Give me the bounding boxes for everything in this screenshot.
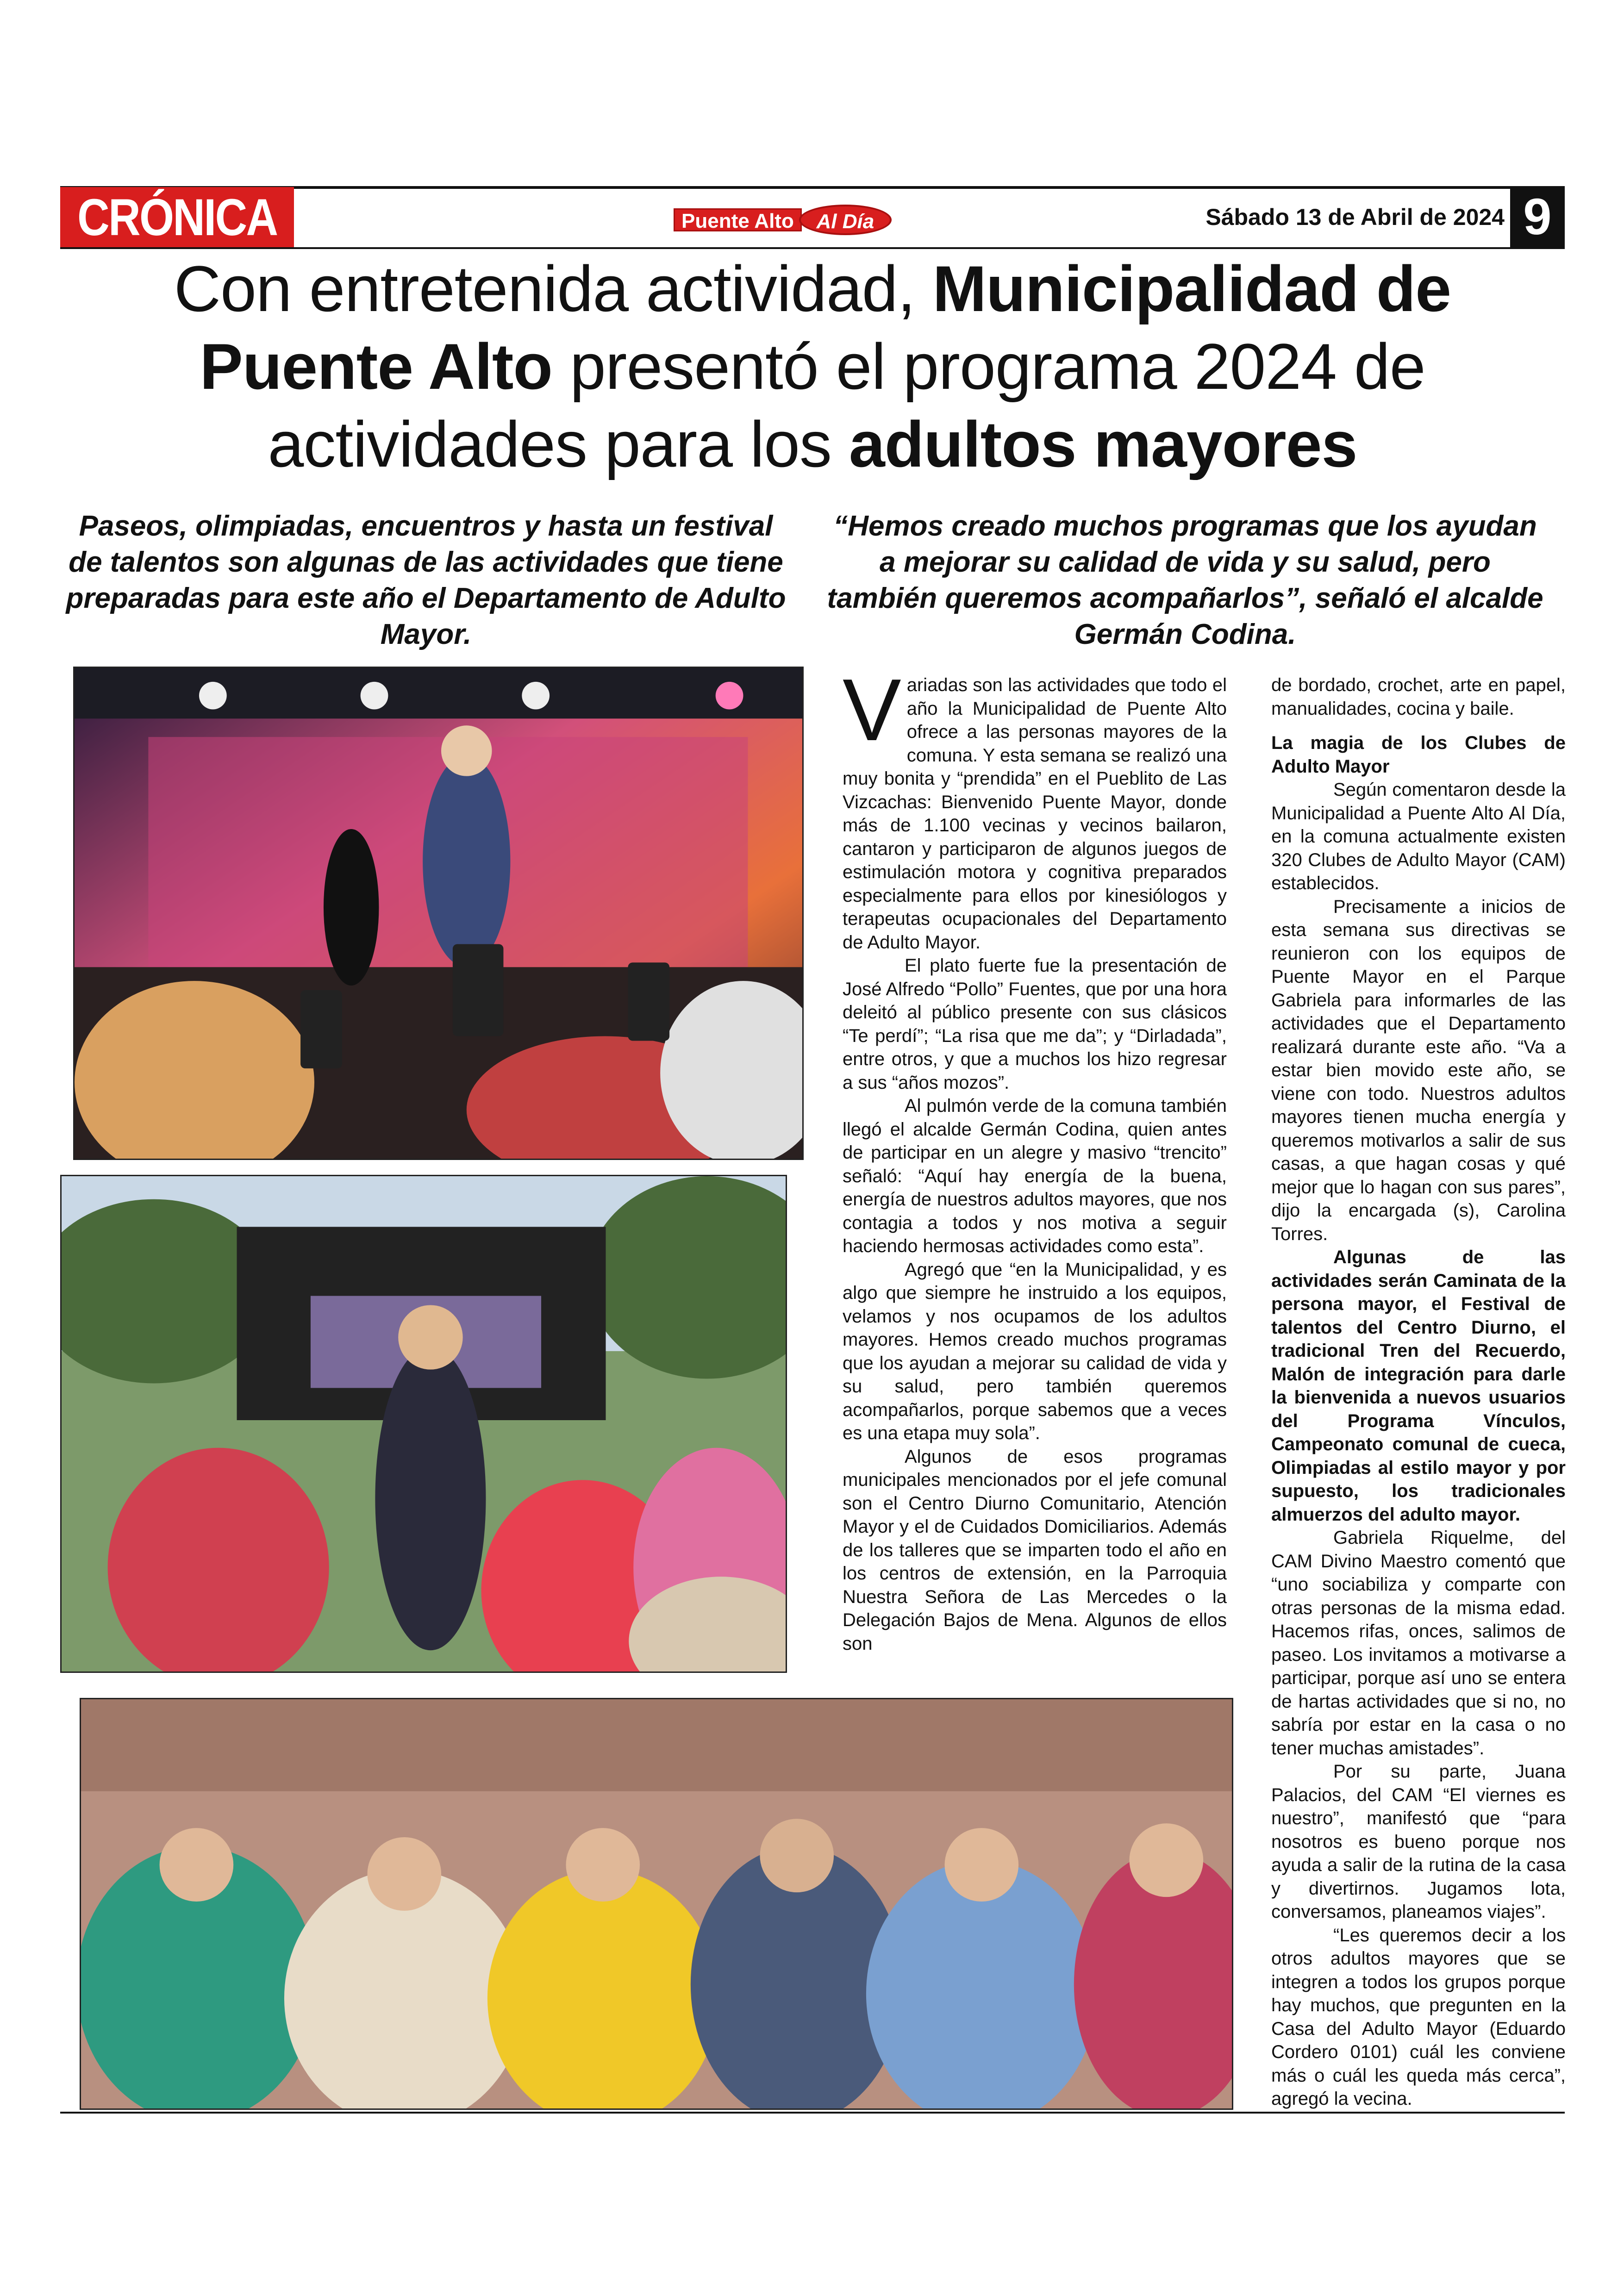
article-paragraph: Al pulmón verde de la comuna también llegó el alcalde Germán Codina, quien antes de participar en un alegre y masivo “trencito” señaló: “Aquí hay energía de la buena, energía de nuestros adultos mayores, que nos contagia a todos y nos motiva a seguir haciendo hermosas actividades como esta”. — [843, 1096, 1227, 1256]
article-paragraph: Por su parte, Juana Palacios, del CAM “El viernes es nuestro”, manifestó que “para nosotros es bueno porque nos ayuda a salir de la rutina de la casa y divertirnos. Jugamos lota, conversamos, planeamos viajes”. — [1271, 1761, 1566, 1922]
article-paragraph: El plato fuerte fue la presentación de José Alfredo “Pollo” Fuentes, que por una hora deleitó al público presente con sus clásicos “Te perdí”; “La risa que me da”; y “Dirladada”, entre otros, y que a muchos los hizo regresar a sus “años mozos”. — [843, 955, 1227, 1093]
section-label: CRÓNICA — [77, 188, 277, 246]
photo-mayor-dancing — [60, 1175, 787, 1673]
article-paragraph: Precisamente a inicios de esta semana sus directivas se reunieron con los equipos de Puente Mayor en el Parque Gabriela para informarles de las actividades que el Departamento realizará durante este año. “Va a estar bien movido este año, se viene con todo. Nuestros adultos mayores tienen mucha energía y queremos motivarlos a salir de sus casas, a que hagan cosas y qué mejor que lo hagan con sus pares”, dijo la encargada (s), Carolina Torres. — [1271, 896, 1566, 1244]
logo-text-oval: Al Día — [799, 205, 892, 235]
article-paragraph: de bordado, crochet, arte en papel, manualidades, cocina y baile. — [1271, 675, 1566, 719]
headline — [106, 250, 1518, 483]
article-paragraph-bold: Algunas de las actividades serán Caminata de la persona mayor, el Festival de talentos del Centro Diurno, el tradicional Tren del Recuerdo, Malón de integración para darle la bienvenida a nuevos usuarios del Programa Vínculos, Campeonato comunal de cueca, Olimpiadas al estilo mayor y por supuesto, los tradicionales almuerzos del adulto mayor. — [1271, 1247, 1566, 1525]
article-subhead: La magia de los Clubes de Adulto Mayor — [1271, 733, 1566, 777]
newspaper-logo — [674, 205, 961, 235]
photo-concert-stage — [73, 667, 804, 1160]
article-paragraph: Gabriela Riquelme, del CAM Divino Maestro comentó que “uno sociabiliza y comparte con otras personas de la misma edad. Hacemos rifas, onces, salimos de paseo. Los invitamos a motivarse a participar, porque así uno se entera de hartas actividades que si no, no sabría por estar en la casa o no tener muchas amistades”. — [1271, 1528, 1566, 1759]
photo-crowd — [80, 1698, 1233, 2110]
header-bottom-rule — [60, 247, 1565, 249]
headline-part-2: Municipalidad de Puente Alto — [200, 252, 1451, 403]
footer-rule — [60, 2112, 1565, 2114]
article-paragraph: Según comentaron desde la Municipalidad a Puente Alto Al Día, en la comuna actualmente existen 320 Clubes de Adulto Mayor (CAM) establecidos. — [1271, 780, 1566, 893]
article-paragraph: Algunos de esos programas municipales mencionados por el jefe comunal son el Centro Diurno Comunitario, Atención Mayor y el de Cuidados Domiciliarios. Además de los talleres que se imparten todo el año en los centros de extensión, en la Parroquia Nuestra Señora de Las Mercedes o la Delegación Bajos de Mena. Algunos de ellos son — [843, 1446, 1227, 1654]
article-column-1 — [843, 661, 1227, 1655]
deck-right: “Hemos creado muchos programas que los ayudan a mejorar su calidad de vida y su salud, pero también queremos acompañarlos”, señaló el alcalde Germán Codina. — [827, 510, 1543, 650]
article-paragraph: “Les queremos decir a los otros adultos mayores que se integren a todos los grupos porque hay muchos, que pregunten en la Casa del Adulto Mayor (Eduardo Cordero 0101) cuál les conviene más o cuál les queda más cerca”, agregó la vecina. — [1271, 1925, 1566, 2109]
dropcap: V — [843, 661, 901, 759]
article-column-2 — [1271, 674, 1566, 2111]
deck-left: Paseos, olimpiadas, encuentros y hasta un festival de talentos son algunas de las actividades que tiene preparadas para este año el Departamento de Adulto Mayor. — [66, 510, 786, 650]
headline-part-3: presentó el programa 2024 de actividades para los — [268, 330, 1425, 480]
page-number: 9 — [1510, 187, 1565, 247]
issue-date: Sábado 13 de Abril de 2024 — [1206, 204, 1505, 230]
logo-text-main: Puente Alto — [674, 208, 802, 231]
headline-part-4: adultos mayores — [849, 408, 1357, 480]
section-tag — [60, 187, 294, 247]
article-paragraph: Agregó que “en la Municipalidad, y es algo que siempre he instruido a los equipos, velamos y nos ocupamos de los adultos mayores. Hemos creado muchos programas que los ayudan a mejorar su calidad de vida y su salud, pero también queremos acompañarlos, porque sabemos que a veces es una etapa muy sola”. — [843, 1259, 1227, 1443]
headline-part-1: Con entretenida actividad, — [174, 252, 933, 325]
article-paragraph: Variadas son las actividades que todo el año la Municipalidad de Puente Alto ofrece a las personas mayores de la comuna. Y esta semana se realizó una muy bonita y “prendida” en el Pueblito de Las Vizcachas: Bienvenido Puente Mayor, donde más de 1.100 vecinas y vecinos bailaron, cantaron y participaron de algunos juegos de estimulación motora y cognitiva preparados especialmente para ellos por kinesiólogos y terapeutas ocupacionales del Departamento de Adulto Mayor. — [843, 661, 1227, 953]
